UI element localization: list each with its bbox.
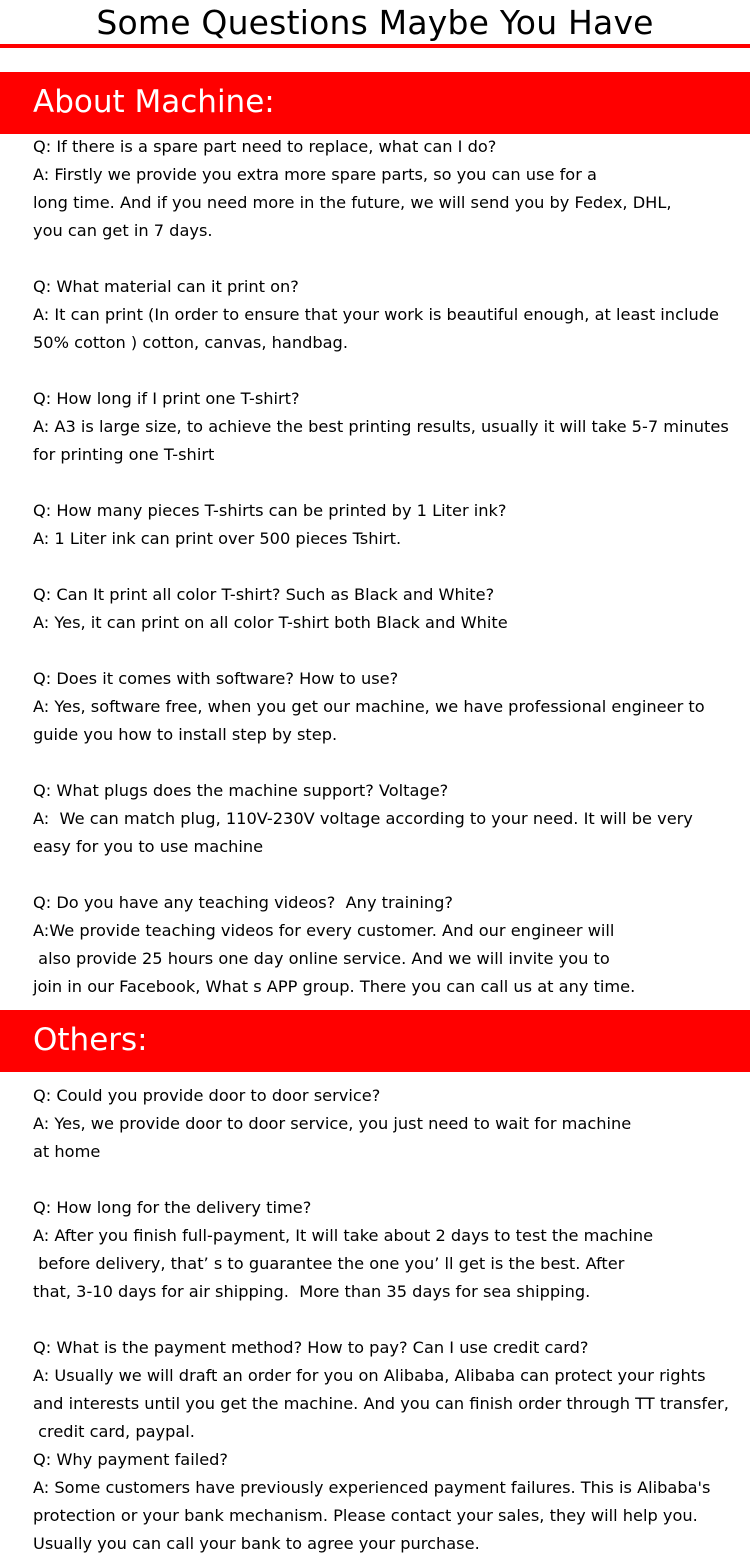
section-heading-about-machine: About Machine: — [33, 84, 275, 120]
section-heading-others: Others: — [33, 1022, 148, 1058]
section-banner-about-machine — [0, 72, 750, 134]
title-divider — [0, 44, 750, 48]
section-banner-others — [0, 1010, 750, 1072]
faq-block-about-machine: Q: If there is a spare part need to replace, what can I do? A: Firstly we provide you extra more spare parts, so you can use for a long time. And if you need more in the future, we will send you by Fedex, DHL, you can get in 7 days. Q: What material can it print on? A: It can print (In order to ensure that your work is beautiful enough, at least include 50% cotton ) cotton, canvas, handbag. Q: How long if I print one T-shirt? A: A3 is large size, to achieve the best printing results, usually it will take 5-7 minutes for printing one T-shirt Q: How many pieces T-shirts can be printed by 1 Liter ink? A: 1 Liter ink can print over 500 pieces Tshirt. Q: Can It print all color T-shirt? Such as Black and White? A: Yes, it can print on all color T-shirt both Black and White Q: Does it comes with software? How to use? A: Yes, software free, when you get our machine, we have professional engineer to guide you how to install step by step. Q: What plugs does the machine support? Voltage? A: We can match plug, 110V-230V voltage according to your need. It will be very easy for you to use machine Q: Do you have any teaching videos? Any training? A:We provide teaching videos for every customer. And our engineer will also provide 25 hours one day online service. And we will invite you to join in our Facebook, What s APP group. There you can call us at any time. — [33, 137, 729, 996]
page-title: Some Questions Maybe You Have — [96, 3, 654, 42]
faq-block-others: Q: Could you provide door to door service? A: Yes, we provide door to door service, you just need to wait for machine at home Q: How long for the delivery time? A: After you finish full-payment, It will take about 2 days to test the machine before delivery, that’ s to guarantee the one you’ ll get is the best. After that, 3-10 days for air shipping. More than 35 days for sea shipping. Q: What is the payment method? How to pay? Can I use credit card? A: Usually we will draft an order for you on Alibaba, Alibaba can protect your rights and interests until you get the machine. And you can finish order through TT transfer, credit card, paypal. Q: Why payment failed? A: Some customers have previously experienced payment failures. This is Alibaba's protection or your bank mechanism. Please contact your sales, they will help you. Usually you can call your bank to agree your purchase. — [33, 1086, 729, 1553]
